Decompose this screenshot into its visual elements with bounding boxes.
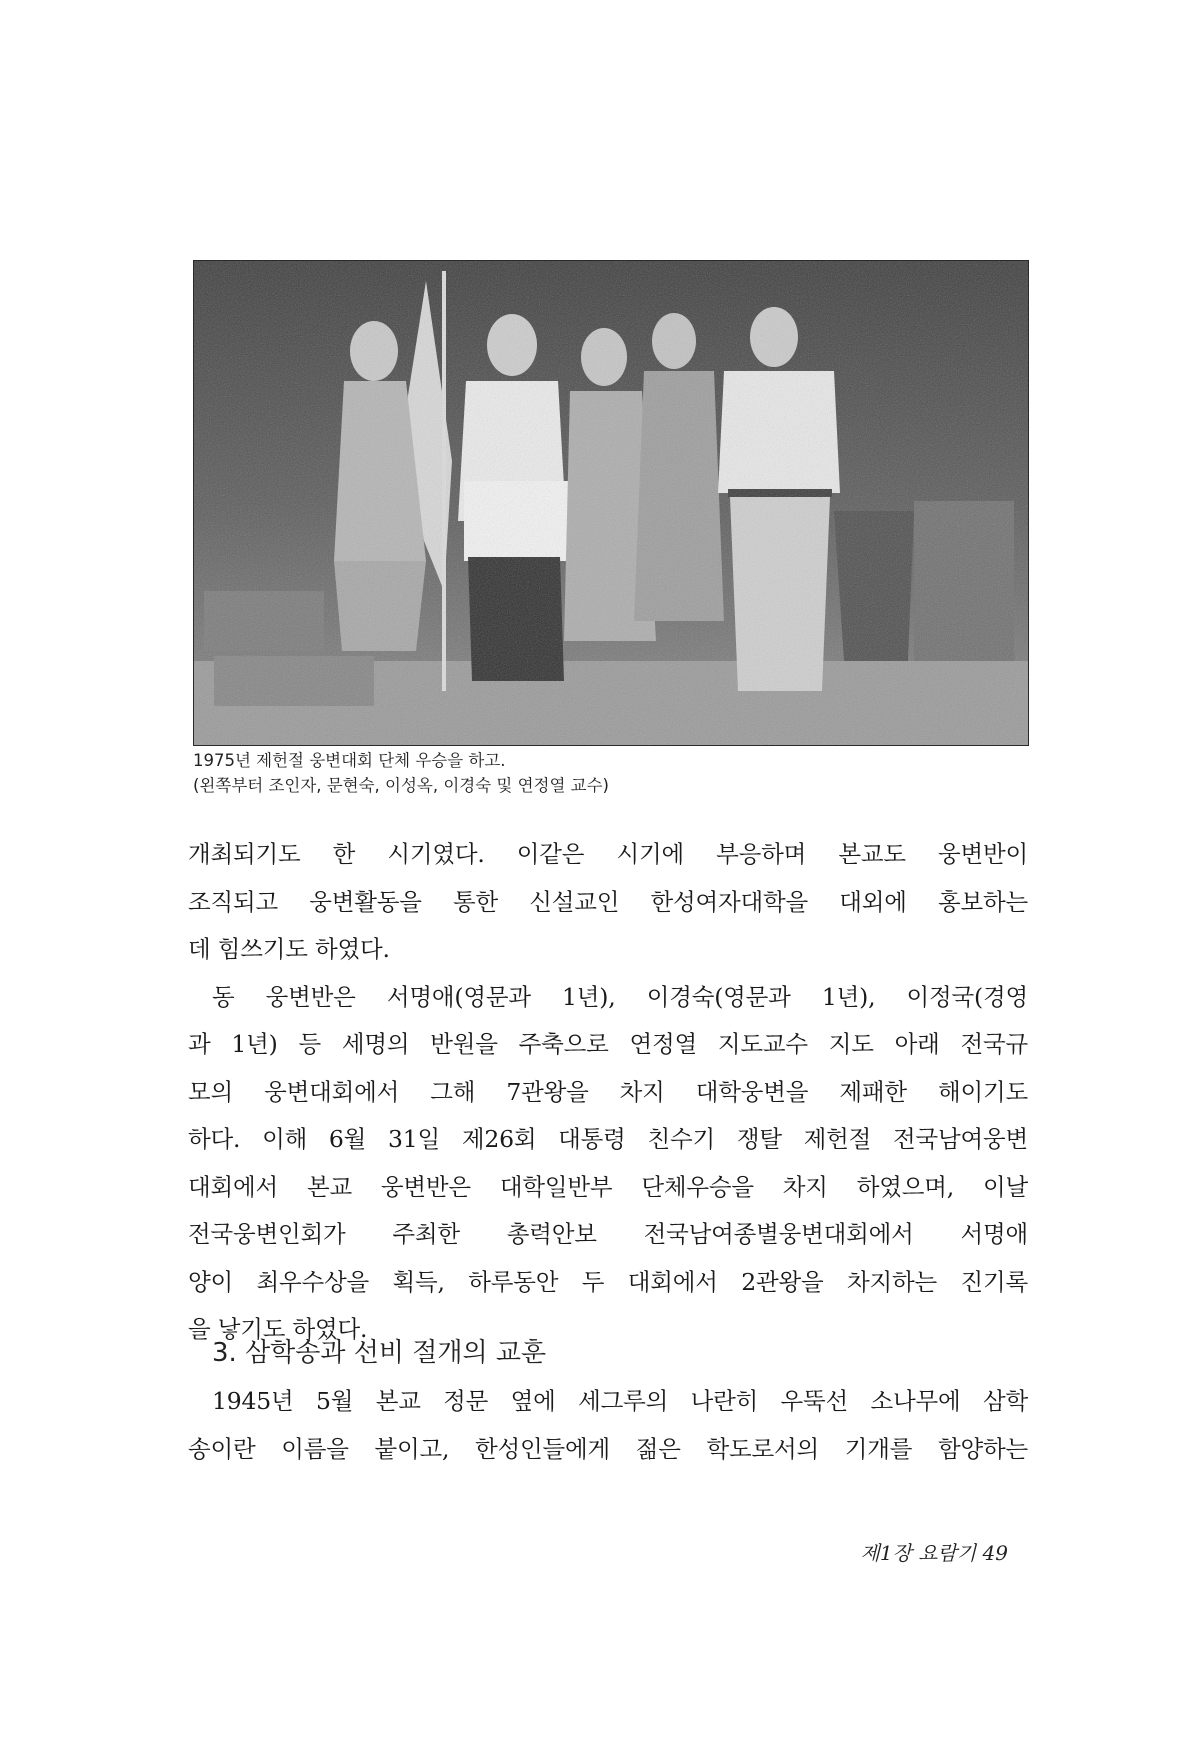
text-line: 전국웅변인회가 주최한 총력안보 전국남여종별웅변대회에서 서명애 <box>188 1220 1028 1248</box>
caption-line-1: 1975년 제헌절 웅변대회 단체 우승을 하고. <box>193 751 506 770</box>
text-line: 대회에서 본교 웅변반은 대학일반부 단체우승을 차지 하였으며, 이날 <box>188 1172 1028 1201</box>
text-line: 개최되기도 한 시기였다. 이같은 시기에 부응하며 본교도 웅변반이 <box>188 840 1028 868</box>
section-heading: 3. 삼학송과 선비 절개의 교훈 <box>212 1338 547 1368</box>
text-line: 을 낳기도 하였다. <box>188 1315 368 1343</box>
text-line: 조직되고 웅변활동을 통한 신설교인 한성여자대학을 대외에 홍보하는 <box>188 887 1028 916</box>
photo-caption <box>193 748 1027 798</box>
text-line: 1945년 5월 본교 정문 옆에 세그루의 나란히 우뚝선 소나무에 삼학 <box>212 1387 1028 1415</box>
text-line: 동 웅변반은 서명애(영문과 1년), 이경숙(영문과 1년), 이정국(경영 <box>212 982 1028 1011</box>
text-line: 모의 웅변대회에서 그해 7관왕을 차지 대학웅변을 제패한 해이기도 <box>188 1077 1028 1106</box>
paragraph-3 <box>188 1378 1028 1473</box>
paragraph-2 <box>188 974 1028 1354</box>
group-photo <box>193 260 1029 746</box>
text-line: 데 힘쓰기도 하였다. <box>188 935 390 963</box>
page-footer: 제1장 요람기 49 <box>860 1541 1008 1565</box>
text-line: 과 1년) 등 세명의 반원을 주축으로 연정열 지도교수 지도 아래 전국규 <box>188 1030 1028 1058</box>
body-text <box>188 831 1028 1354</box>
caption-line-2: (왼쪽부터 조인자, 문현숙, 이성옥, 이경숙 및 연정열 교수) <box>193 776 609 795</box>
text-line: 송이란 이름을 붙이고, 한성인들에게 젊은 학도로서의 기개를 함양하는 <box>188 1434 1028 1463</box>
paragraph-1 <box>188 831 1028 974</box>
text-line: 하다. 이해 6월 31일 제26회 대통령 친수기 쟁탈 제헌절 전국남여웅변 <box>188 1125 1028 1153</box>
text-line: 양이 최우수상을 획득, 하루동안 두 대회에서 2관왕을 차지하는 진기록 <box>188 1267 1028 1296</box>
